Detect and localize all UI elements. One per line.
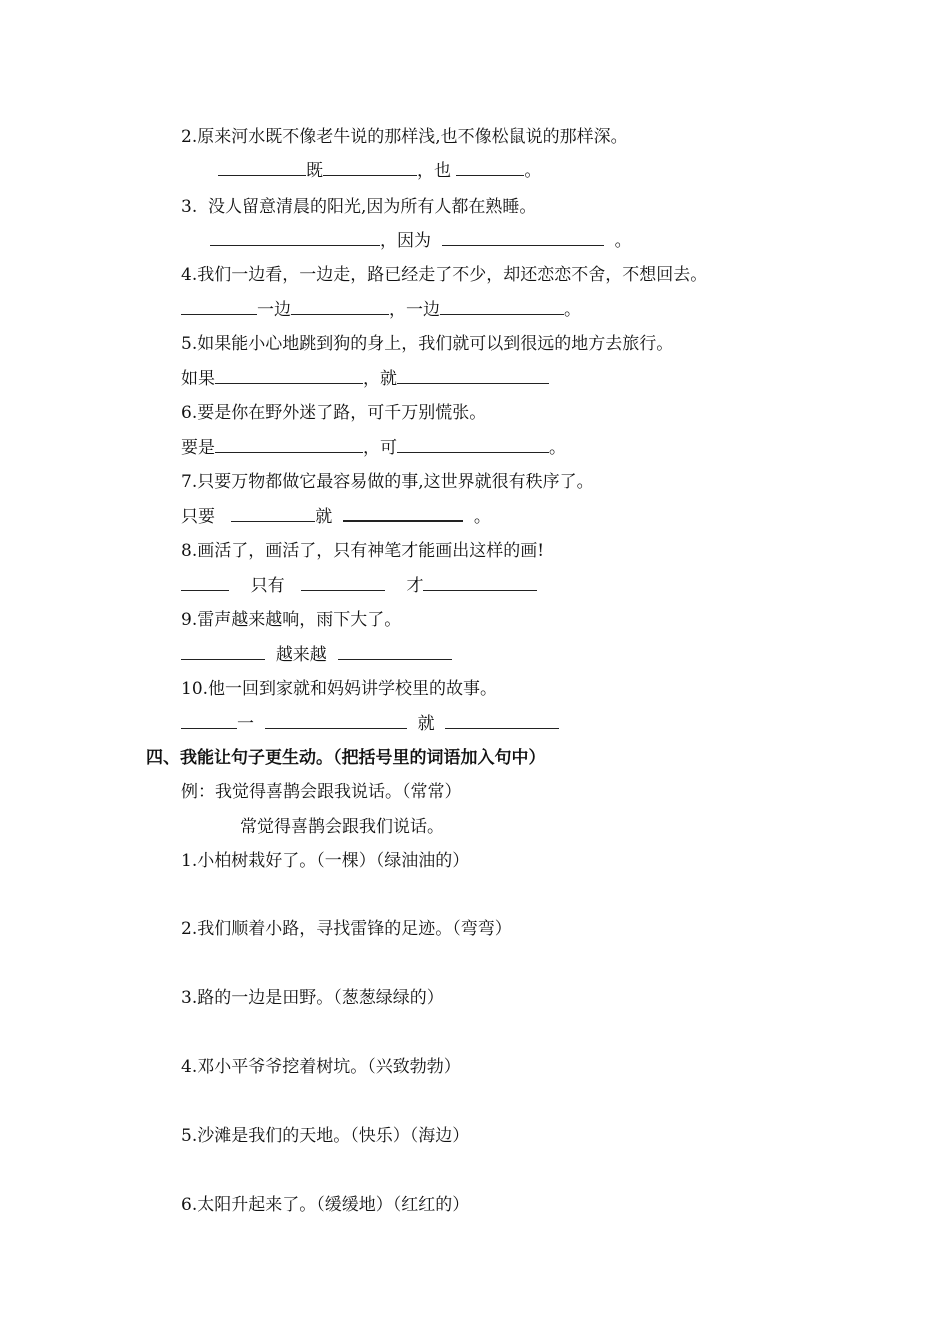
question-8-sentence: 8.画活了，画活了，只有神笔才能画出这样的画! <box>181 541 545 561</box>
blank[interactable] <box>397 365 549 384</box>
example-answer: 常觉得喜鹊会跟我们说话。 <box>240 817 444 837</box>
question-6-answer-line <box>181 433 566 463</box>
exercise-item-4: 4.邓小平爷爷挖着树坑。（兴致勃勃） <box>181 1057 461 1077</box>
blank[interactable] <box>397 434 549 453</box>
exercise-item-3: 3.路的一边是田野。（葱葱绿绿的） <box>181 988 444 1008</box>
blank[interactable] <box>181 296 257 315</box>
word: 。 <box>473 507 491 527</box>
word: 。 <box>549 438 566 458</box>
question-6-sentence: 6.要是你在野外迷了路，可千万别慌张。 <box>181 403 487 423</box>
question-4-sentence: 4.我们一边看，一边走，路已经走了不少，却还恋恋不舍，不想回去。 <box>181 265 708 285</box>
blank[interactable] <box>265 710 407 729</box>
question-10-sentence: 10.他一回到家就和妈妈讲学校里的故事。 <box>181 679 498 699</box>
blank[interactable] <box>210 227 380 246</box>
blank[interactable] <box>181 572 229 591</box>
question-5-sentence: 5.如果能小心地跳到狗的身上，我们就可以到很远的地方去旅行。 <box>181 334 674 354</box>
blank[interactable] <box>215 365 363 384</box>
blank[interactable] <box>440 296 564 315</box>
blank[interactable] <box>231 503 315 522</box>
question-9-answer-line <box>181 640 452 670</box>
exercise-item-5: 5.沙滩是我们的天地。（快乐）（海边） <box>181 1126 470 1146</box>
blank[interactable] <box>181 641 265 660</box>
blank[interactable] <box>338 641 452 660</box>
question-2-answer-line <box>218 156 541 186</box>
blank[interactable] <box>323 157 417 176</box>
word: 要是 <box>181 438 215 458</box>
word: 一 <box>237 714 254 734</box>
section-4-heading: 四、我能让句子更生动。（把括号里的词语加入句中） <box>146 748 546 768</box>
question-3-answer-line <box>210 226 632 256</box>
example-sentence: 例：我觉得喜鹊会跟我说话。（常常） <box>181 782 462 802</box>
blank[interactable] <box>215 434 363 453</box>
word: 如果 <box>181 369 215 389</box>
exercise-item-2: 2.我们顺着小路，寻找雷锋的足迹。（弯弯） <box>181 919 512 939</box>
blank[interactable] <box>442 227 604 246</box>
word: ，就 <box>363 369 397 389</box>
word: 。 <box>524 161 542 181</box>
word: 既 <box>306 161 323 181</box>
word: 只有 <box>250 576 285 596</box>
blank[interactable] <box>343 502 463 522</box>
word: 越来越 <box>275 645 327 665</box>
question-8-answer-line <box>181 571 537 601</box>
word: 就 <box>417 714 435 734</box>
question-10-answer-line <box>181 709 559 739</box>
question-3-sentence: 3. 没人留意清晨的阳光,因为所有人都在熟睡。 <box>181 197 537 217</box>
blank[interactable] <box>423 572 537 591</box>
word: 只要 <box>181 507 215 527</box>
blank[interactable] <box>445 710 559 729</box>
blank[interactable] <box>301 572 385 591</box>
blank[interactable] <box>291 296 389 315</box>
word: ，因为 <box>380 231 431 251</box>
word: 就 <box>315 507 333 527</box>
word: 才 <box>406 576 424 596</box>
word: 一边 <box>257 300 291 320</box>
blank[interactable] <box>218 157 306 176</box>
question-5-answer-line <box>181 364 549 394</box>
question-2-sentence: 2.原来河水既不像老牛说的那样浅,也不像松鼠说的那样深。 <box>181 127 628 147</box>
word: ，一边 <box>389 300 440 320</box>
question-7-sentence: 7.只要万物都做它最容易做的事,这世界就很有秩序了。 <box>181 472 594 492</box>
question-9-sentence: 9.雷声越来越响，雨下大了。 <box>181 610 402 630</box>
question-4-answer-line <box>181 295 581 325</box>
exercise-item-6: 6.太阳升起来了。（缓缓地）（红红的） <box>181 1195 470 1215</box>
word: 。 <box>564 300 581 320</box>
question-7-answer-line <box>181 502 491 532</box>
blank[interactable] <box>181 710 237 729</box>
blank[interactable] <box>456 157 524 176</box>
word: 。 <box>614 231 632 251</box>
exercise-item-1: 1.小柏树栽好了。（一棵）（绿油油的） <box>181 851 470 871</box>
word: ，可 <box>363 438 397 458</box>
word: ，也 <box>417 161 451 181</box>
